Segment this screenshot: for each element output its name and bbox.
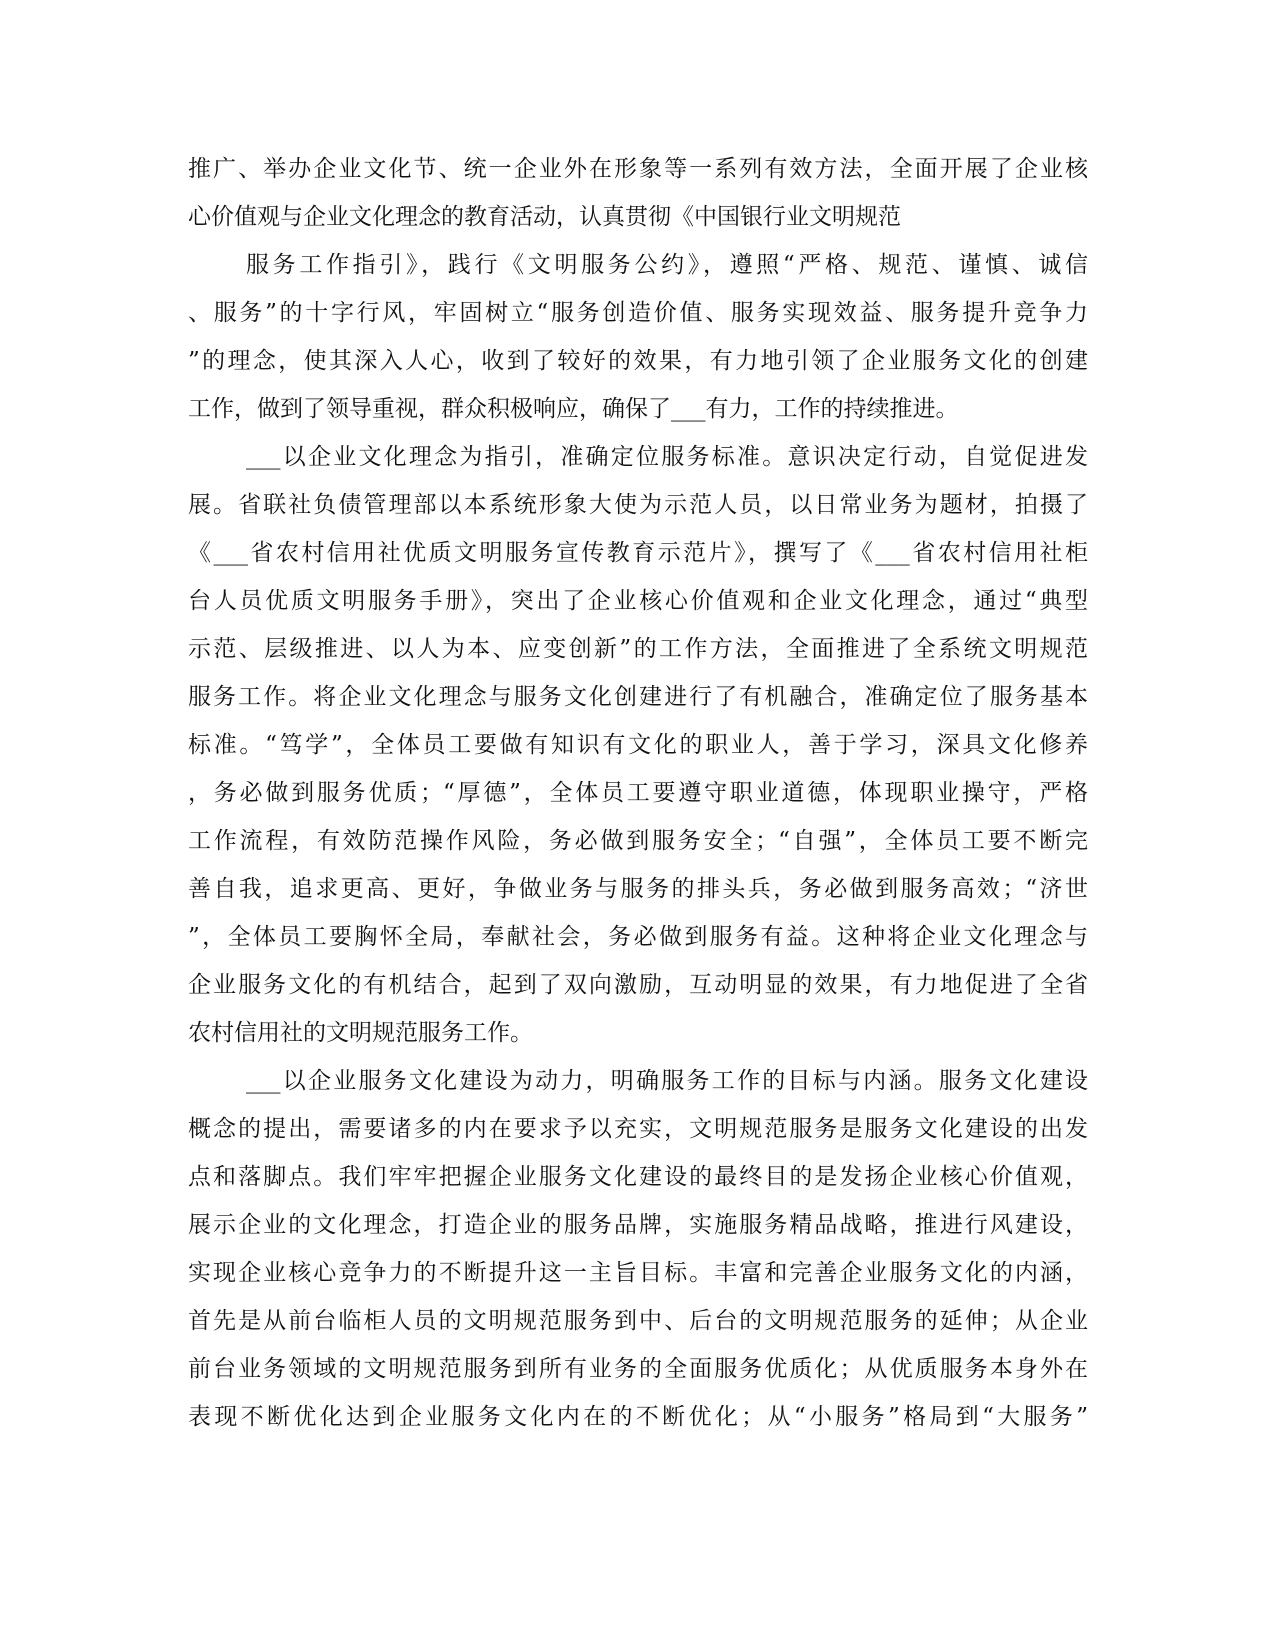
text-line: ”的理念，使其深入人心，收到了较好的效果，有力地引领了企业服务文化的创建 (188, 348, 1088, 374)
text-line: 工作流程，有效防范操作风险，务必做到服务安全；“自强”，全体员工要不断完 (188, 828, 1088, 854)
text-line: 实现企业核心竞争力的不断提升这一主旨目标。丰富和完善企业服务文化的内涵， (188, 1260, 1088, 1286)
text-line: 概念的提出，需要诸多的内在要求予以充实，文明规范服务是服务文化建设的出发 (188, 1116, 1088, 1142)
text-line: 点和落脚点。我们牢牢把握企业服务文化建设的最终目的是发扬企业核心价值观， (188, 1164, 1088, 1190)
text-line: 服务工作。将企业文化理念与服务文化创建进行了有机融合，准确定位了服务基本 (188, 684, 1088, 710)
text-line: 心价值观与企业文化理念的教育活动，认真贯彻《中国银行业文明规范 (188, 204, 901, 230)
text-line: 工作，做到了领导重视，群众积极响应，确保了___有力，工作的持续推进。 (188, 396, 959, 422)
text-line: ___以企业文化理念为指引，准确定位服务标准。意识决定行动，自觉促进发 (246, 444, 1088, 470)
text-line: ”，全体员工要胸怀全局，奉献社会，务必做到服务有益。这种将企业文化理念与 (188, 924, 1088, 950)
text-line: 标准。“笃学”，全体员工要做有知识有文化的职业人，善于学习，深具文化修养 (188, 732, 1088, 758)
text-line: 展示企业的文化理念，打造企业的服务品牌，实施服务精品战略，推进行风建设， (188, 1212, 1088, 1238)
text-line: 首先是从前台临柜人员的文明规范服务到中、后台的文明规范服务的延伸；从企业 (188, 1308, 1088, 1334)
text-line: 、服务”的十字行风，牢固树立“服务创造价值、服务实现效益、服务提升竞争力 (188, 300, 1088, 326)
text-line: 推广、举办企业文化节、统一企业外在形象等一系列有效方法，全面开展了企业核 (188, 156, 1088, 182)
text-line: 善自我，追求更高、更好，争做业务与服务的排头兵，务必做到服务高效；“济世 (188, 876, 1088, 902)
text-line: 前台业务领域的文明规范服务到所有业务的全面服务优质化；从优质服务本身外在 (188, 1356, 1088, 1382)
text-line: 示范、层级推进、以人为本、应变创新”的工作方法，全面推进了全系统文明规范 (188, 636, 1088, 662)
text-line: 台人员优质文明服务手册》，突出了企业核心价值观和企业文化理念，通过“典型 (188, 588, 1088, 614)
text-line: 企业服务文化的有机结合，起到了双向激励，互动明显的效果，有力地促进了全省 (188, 972, 1088, 998)
text-line: ，务必做到服务优质；“厚德”，全体员工要遵守职业道德，体现职业操守，严格 (188, 780, 1088, 806)
body-text (188, 145, 1088, 1441)
text-line: 《___省农村信用社优质文明服务宣传教育示范片》，撰写了《___省农村信用社柜 (188, 540, 1088, 566)
text-line: 展。省联社负债管理部以本系统形象大使为示范人员，以日常业务为题材，拍摄了 (188, 492, 1088, 518)
text-line: 农村信用社的文明规范服务工作。 (188, 1020, 533, 1046)
text-line: ___以企业服务文化建设为动力，明确服务工作的目标与内涵。服务文化建设 (246, 1068, 1088, 1094)
text-line: 表现不断优化达到企业服务文化内在的不断优化；从“小服务”格局到“大服务” (188, 1404, 1088, 1430)
text-line: 服务工作指引》，践行《文明服务公约》，遵照“严格、规范、谨慎、诚信 (246, 252, 1088, 278)
